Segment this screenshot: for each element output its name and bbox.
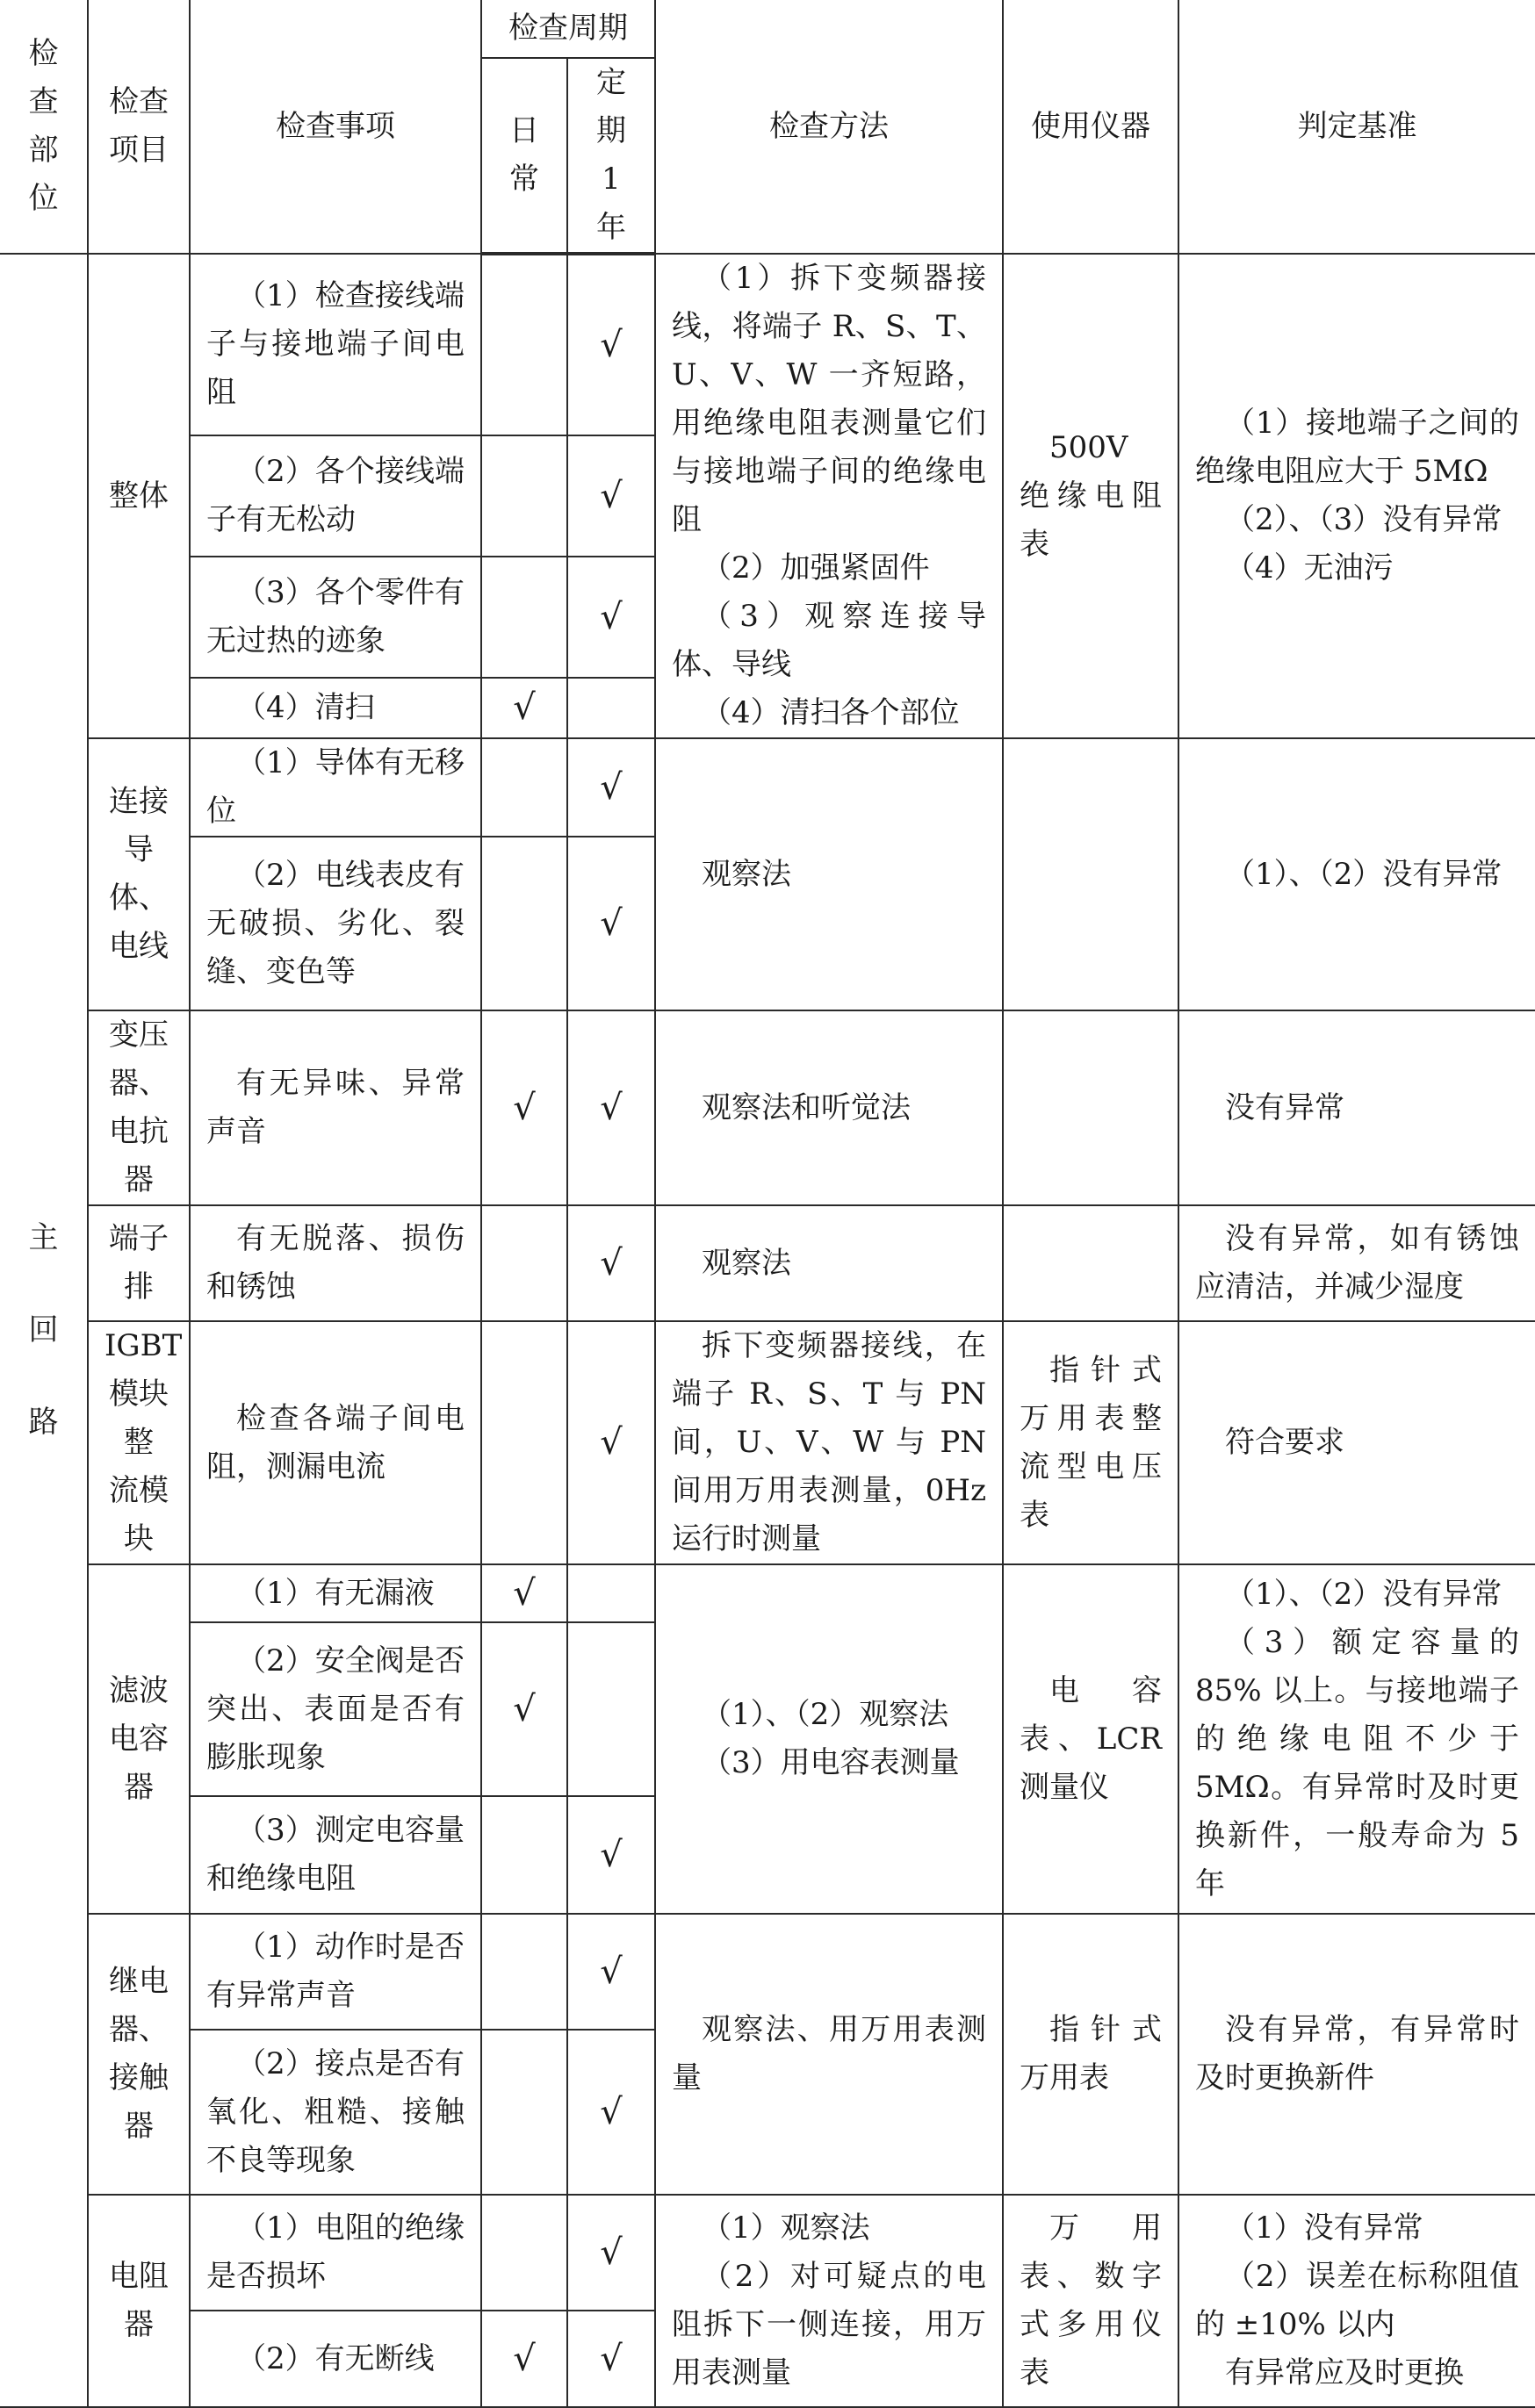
matter-cell: （4）清扫 <box>190 678 481 738</box>
periodic-check-mark: √ <box>567 2311 655 2407</box>
table-row <box>0 254 1535 435</box>
daily-check-mark: √ <box>481 1564 567 1622</box>
instrument-cell <box>1003 1010 1178 1205</box>
matter-cell: 有无脱落、损伤和锈蚀 <box>190 1205 481 1321</box>
daily-check-cell <box>481 1914 567 2030</box>
item-capacitor: 滤波 电容器 <box>88 1564 190 1914</box>
daily-check-cell <box>481 1796 567 1914</box>
daily-check-cell <box>481 435 567 557</box>
item-terminal: 端子排 <box>88 1205 190 1321</box>
periodic-check-mark: √ <box>567 2195 655 2311</box>
method-cell: （1）拆下变频器接线，将端子 R、S、T、U、V、W 一齐短路，用绝缘电阻表测量它们与接地端子间的绝缘电阻 （2）加强紧固件 （3）观察连接导体、导线 （4）清扫各个部位 <box>655 254 1003 738</box>
periodic-check-cell <box>567 1622 655 1796</box>
matter-cell: （1）有无漏液 <box>190 1564 481 1622</box>
matter-cell: （2）有无断线 <box>190 2311 481 2407</box>
method-cell: （1）观察法 （2）对可疑点的电阻拆下一侧连接，用万用表测量 <box>655 2195 1003 2407</box>
daily-check-cell <box>481 2030 567 2195</box>
header-item: 检查 项目 <box>88 0 190 254</box>
header-cycle: 检查周期 <box>481 0 655 58</box>
table-row <box>0 1205 1535 1321</box>
matter-cell: （3）各个零件有无过热的迹象 <box>190 557 481 678</box>
part-main-circuit: 主 回 路 <box>0 254 88 2407</box>
instrument-cell: 万用表、数字式多用仪表 <box>1003 2195 1178 2407</box>
header-part: 检查 部位 <box>0 0 88 254</box>
instrument-cell: 指针式万用表整流型电压表 <box>1003 1321 1178 1564</box>
table-row <box>0 1321 1535 1564</box>
table-row <box>0 2195 1535 2311</box>
header-instrument: 使用仪器 <box>1003 0 1178 254</box>
periodic-check-mark: √ <box>567 1914 655 2030</box>
periodic-check-mark: √ <box>567 1205 655 1321</box>
criteria-cell: 没有异常，有异常时及时更换新件 <box>1178 1914 1535 2195</box>
periodic-check-mark: √ <box>567 1796 655 1914</box>
matter-cell: （1）导体有无移位 <box>190 738 481 837</box>
matter-cell: （1）检查接线端子与接地端子间电阻 <box>190 254 481 435</box>
criteria-cell: 没有异常 <box>1178 1010 1535 1205</box>
periodic-check-mark: √ <box>567 837 655 1010</box>
header-matter: 检查事项 <box>190 0 481 254</box>
daily-check-cell <box>481 2195 567 2311</box>
criteria-cell: （1）没有异常 （2）误差在标称阻值的 ±10% 以内 有异常应及时更换 <box>1178 2195 1535 2407</box>
table-row <box>0 1010 1535 1205</box>
table-row <box>0 1914 1535 2030</box>
method-cell: 观察法 <box>655 1205 1003 1321</box>
daily-check-mark: √ <box>481 1622 567 1796</box>
matter-cell: （2）电线表皮有无破损、劣化、裂缝、变色等 <box>190 837 481 1010</box>
item-transformer: 变压器、 电抗器 <box>88 1010 190 1205</box>
instrument-cell <box>1003 738 1178 1010</box>
item-overall: 整体 <box>88 254 190 738</box>
instrument-cell <box>1003 1205 1178 1321</box>
header-periodic: 定期 1 年 <box>567 58 655 254</box>
table-row <box>0 738 1535 837</box>
matter-cell: （2）接点是否有氧化、粗糙、接触不良等现象 <box>190 2030 481 2195</box>
matter-cell: （2）安全阀是否突出、表面是否有膨胀现象 <box>190 1622 481 1796</box>
matter-cell: （1）动作时是否有异常声音 <box>190 1914 481 2030</box>
daily-check-cell <box>481 837 567 1010</box>
header-criteria: 判定基准 <box>1178 0 1535 254</box>
method-cell: 观察法、用万用表测量 <box>655 1914 1003 2195</box>
criteria-cell: 符合要求 <box>1178 1321 1535 1564</box>
matter-cell: （3）测定电容量和绝缘电阻 <box>190 1796 481 1914</box>
method-cell: （1）、（2）观察法 （3）用电容表测量 <box>655 1564 1003 1914</box>
matter-cell: （2）各个接线端子有无松动 <box>190 435 481 557</box>
instrument-cell: 指针式万用表 <box>1003 1914 1178 2195</box>
matter-cell: 有无异味、异常声音 <box>190 1010 481 1205</box>
method-cell: 观察法和听觉法 <box>655 1010 1003 1205</box>
periodic-check-mark: √ <box>567 254 655 435</box>
criteria-cell: （1）、（2）没有异常 <box>1178 738 1535 1010</box>
header-daily: 日常 <box>481 58 567 254</box>
daily-check-cell <box>481 1321 567 1564</box>
item-relay: 继电器、 接触器 <box>88 1914 190 2195</box>
header-method: 检查方法 <box>655 0 1003 254</box>
periodic-check-mark: √ <box>567 2030 655 2195</box>
periodic-check-mark: √ <box>567 435 655 557</box>
item-igbt: IGBT 模块整 流模块 <box>88 1321 190 1564</box>
instrument-cell: 电容表、LCR 测量仪 <box>1003 1564 1178 1914</box>
criteria-cell: 没有异常，如有锈蚀应清洁，并减少湿度 <box>1178 1205 1535 1321</box>
daily-check-cell <box>481 738 567 837</box>
item-conductor: 连接 导体、 电线 <box>88 738 190 1010</box>
daily-check-mark: √ <box>481 1010 567 1205</box>
periodic-check-mark: √ <box>567 1321 655 1564</box>
instrument-cell: 500V 绝缘电阻表 <box>1003 254 1178 738</box>
matter-cell: 检查各端子间电阻，测漏电流 <box>190 1321 481 1564</box>
periodic-check-cell <box>567 678 655 738</box>
criteria-cell: （1）、（2）没有异常 （3）额定容量的 85% 以上。与接地端子的绝缘电阻不少于 5MΩ。有异常时及时更换新件，一般寿命为 5 年 <box>1178 1564 1535 1914</box>
daily-check-cell <box>481 1205 567 1321</box>
criteria-cell: （1）接地端子之间的绝缘电阻应大于 5MΩ （2）、（3）没有异常 （4）无油污 <box>1178 254 1535 738</box>
daily-check-mark: √ <box>481 678 567 738</box>
daily-check-cell <box>481 254 567 435</box>
item-resistor: 电阻器 <box>88 2195 190 2407</box>
matter-cell: （1）电阻的绝缘是否损坏 <box>190 2195 481 2311</box>
periodic-check-cell <box>567 1564 655 1622</box>
periodic-check-mark: √ <box>567 1010 655 1205</box>
daily-check-mark: √ <box>481 2311 567 2407</box>
periodic-check-mark: √ <box>567 738 655 837</box>
method-cell: 拆下变频器接线，在端子 R、S、T 与 PN 间，U、V、W 与 PN 间用万用表测量，0Hz 运行时测量 <box>655 1321 1003 1564</box>
daily-check-cell <box>481 557 567 678</box>
periodic-check-mark: √ <box>567 557 655 678</box>
method-cell: 观察法 <box>655 738 1003 1010</box>
table-row <box>0 1564 1535 1622</box>
